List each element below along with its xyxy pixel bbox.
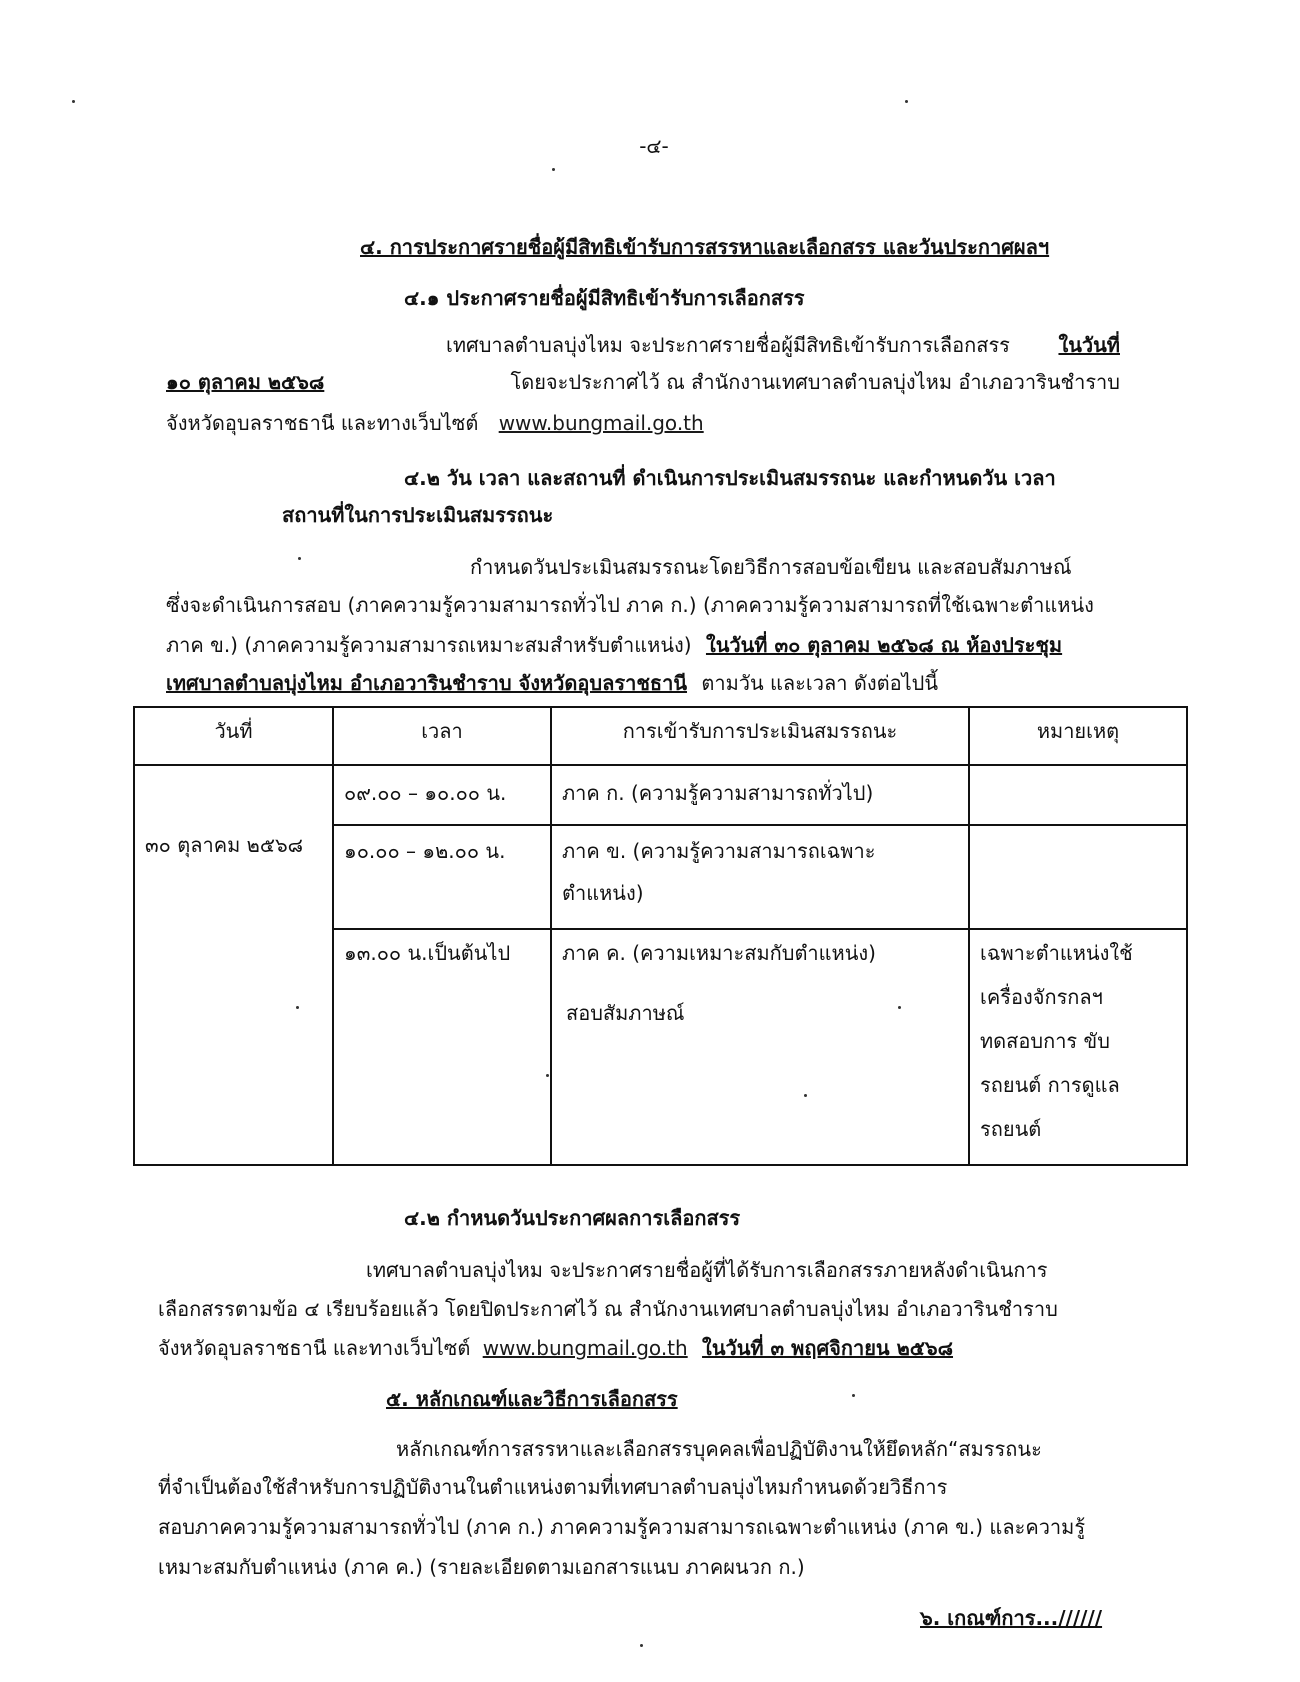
table-header-date: วันที่ — [214, 719, 253, 743]
s42b-paragraph-line2: เลือกสรรตามข้อ ๔ เรียบร้อยแล้ว โดยปิดประกาศไว้ ณ สำนักงานเทศบาลตำบลบุ่งไหม อำเภอวารินชำราบ — [158, 1297, 1058, 1321]
s5-paragraph-line4: เหมาะสมกับตำแหน่ง (ภาค ค.) (รายละเอียดตามเอกสารแนบ ภาคผนวก ก.) — [158, 1555, 805, 1579]
s42b-province-text: จังหวัดอุบลราชธานี และทางเว็บไซต์ — [158, 1336, 471, 1360]
s41-province-text: จังหวัดอุบลราชธานี และทางเว็บไซต์ — [166, 411, 479, 435]
scan-speck — [640, 1644, 643, 1647]
section-4-heading: ๔. การประกาศรายชื่อผู้มีสิทธิเข้ารับการสรรหาและเลือกสรร และวันประกาศผลฯ — [360, 235, 1050, 259]
table-row-2-assessment-line2: ตำแหน่ง) — [562, 881, 644, 905]
s42b-paragraph-line3 — [158, 1333, 953, 1363]
scan-speck — [298, 557, 301, 560]
table-header-assessment: การเข้ารับการประเมินสมรรถนะ — [622, 719, 898, 743]
section-4-2-heading-line1: ๔.๒ วัน เวลา และสถานที่ ดำเนินการประเมินสมรรถนะ และกำหนดวัน เวลา — [404, 466, 1056, 490]
s5-paragraph-line2: ที่จำเป็นต้องใช้สำหรับการปฏิบัติงานในตำแหน่งตามที่เทศบาลตำบลบุ่งไหมกำหนดด้วยวิธีการ — [158, 1475, 948, 1499]
table-row-3-assessment-line1: ภาค ค. (ความเหมาะสมกับตำแหน่ง) — [562, 941, 876, 965]
s42-date-emphasis: ในวันที่ ๓๐ ตุลาคม ๒๕๖๘ ณ ห้องประชุม — [705, 633, 1063, 657]
table-row-2-time: ๑๐.๐๐ – ๑๒.๐๐ น. — [344, 839, 506, 863]
s42b-website-link[interactable]: www.bungmail.go.th — [482, 1336, 688, 1360]
table-header-time: เวลา — [421, 719, 463, 743]
s41-paragraph-line3 — [166, 408, 704, 438]
next-page-continuation: ๖. เกณฑ์การ...////// — [920, 1606, 1103, 1630]
section-4-2-heading-line2: สถานที่ในการประเมินสมรรถนะ — [282, 503, 554, 527]
table-header-remark: หมายเหตุ — [1036, 719, 1120, 743]
s42-venue-emphasis: เทศบาลตำบลบุ่งไหม อำเภอวารินชำราบ จังหวัดอุบลราชธานี — [166, 671, 688, 695]
s5-paragraph-line1: หลักเกณฑ์การสรรหาและเลือกสรรบุคคลเพื่อปฏิบัติงานให้ยึดหลัก“สมรรถนะ — [396, 1437, 1042, 1461]
table-row-1-assessment: ภาค ก. (ความรู้ความสามารถทั่วไป) — [562, 781, 874, 805]
s41-paragraph-line2 — [166, 367, 1120, 397]
s42-part-text: ภาค ข.) (ภาคความรู้ความสามารถเหมาะสมสำหรับตำแหน่ง) — [166, 633, 692, 657]
s5-paragraph-line3: สอบภาคความรู้ความสามารถทั่วไป (ภาค ก.) ภาคความรู้ความสามารถเฉพาะตำแหน่ง (ภาค ข.) และความรู้ — [158, 1515, 1086, 1539]
table-row-3-remark-line5: รถยนต์ — [980, 1117, 1042, 1141]
s42b-paragraph-line1: เทศบาลตำบลบุ่งไหม จะประกาศรายชื่อผู้ที่ได้รับการเลือกสรรภายหลังดำเนินการ — [366, 1258, 1048, 1282]
table-date-cell: ๓๐ ตุลาคม ๒๕๖๘ — [145, 833, 304, 857]
s41-website-link[interactable]: www.bungmail.go.th — [498, 411, 704, 435]
s41-paragraph-line1 — [446, 330, 1120, 360]
scan-speck — [296, 1006, 299, 1009]
scan-speck — [804, 1094, 807, 1097]
scan-speck — [546, 1074, 549, 1077]
s41-date-part-a: ในวันที่ — [1058, 333, 1120, 357]
section-4-1-heading: ๔.๑ ประกาศรายชื่อผู้มีสิทธิเข้ารับการเลือกสรร — [404, 286, 805, 310]
s42-paragraph-line1: กำหนดวันประเมินสมรรถนะโดยวิธีการสอบข้อเขียน และสอบสัมภาษณ์ — [470, 555, 1072, 579]
s42-paragraph-line2: ซึ่งจะดำเนินการสอบ (ภาคความรู้ความสามารถทั่วไป ภาค ก.) (ภาคความรู้ความสามารถที่ใช้เฉพาะตำแหน่ง — [166, 593, 1094, 617]
table-row-3-remark-line2: เครื่องจักรกลฯ — [980, 985, 1103, 1009]
scan-speck — [898, 1006, 901, 1009]
scan-speck — [552, 168, 555, 171]
s41-date-part-b: ๑๐ ตุลาคม ๒๕๖๘ — [166, 370, 325, 394]
table-row-3-time: ๑๓.๐๐ น.เป็นต้นไป — [344, 941, 511, 965]
s42b-date-emphasis: ในวันที่ ๓ พฤศจิกายน ๒๕๖๘ — [702, 1336, 954, 1360]
s41-location-text: โดยจะประกาศไว้ ณ สำนักงานเทศบาลตำบลบุ่งไหม อำเภอวารินชำราบ — [510, 370, 1120, 394]
page-number: -๔- — [639, 134, 669, 158]
s42-paragraph-line4 — [166, 668, 938, 698]
table-row-3-remark-line3: ทดสอบการ ขับ — [980, 1029, 1110, 1053]
s42-schedule-intro: ตามวัน และเวลา ดังต่อไปนี้ — [701, 671, 939, 695]
table-row-1-time: ๐๙.๐๐ – ๑๐.๐๐ น. — [344, 781, 507, 805]
section-4-2b-heading: ๔.๒ กำหนดวันประกาศผลการเลือกสรร — [404, 1206, 741, 1230]
s41-lead-text: เทศบาลตำบลบุ่งไหม จะประกาศรายชื่อผู้มีสิทธิเข้ารับการเลือกสรร — [446, 333, 1010, 357]
scan-speck — [852, 1394, 855, 1397]
table-row-3-assessment-line2: สอบสัมภาษณ์ — [566, 1001, 685, 1025]
scan-speck — [905, 100, 908, 103]
s42-paragraph-line3 — [166, 630, 1062, 660]
scan-speck — [72, 100, 75, 103]
section-5-heading: ๕. หลักเกณฑ์และวิธีการเลือกสรร — [386, 1387, 678, 1411]
table-row-3-remark-line1: เฉพาะตำแหน่งใช้ — [980, 941, 1133, 965]
table-row-3-remark-line4: รถยนต์ การดูแล — [980, 1073, 1120, 1097]
table-row-2-assessment-line1: ภาค ข. (ความรู้ความสามารถเฉพาะ — [562, 839, 876, 863]
